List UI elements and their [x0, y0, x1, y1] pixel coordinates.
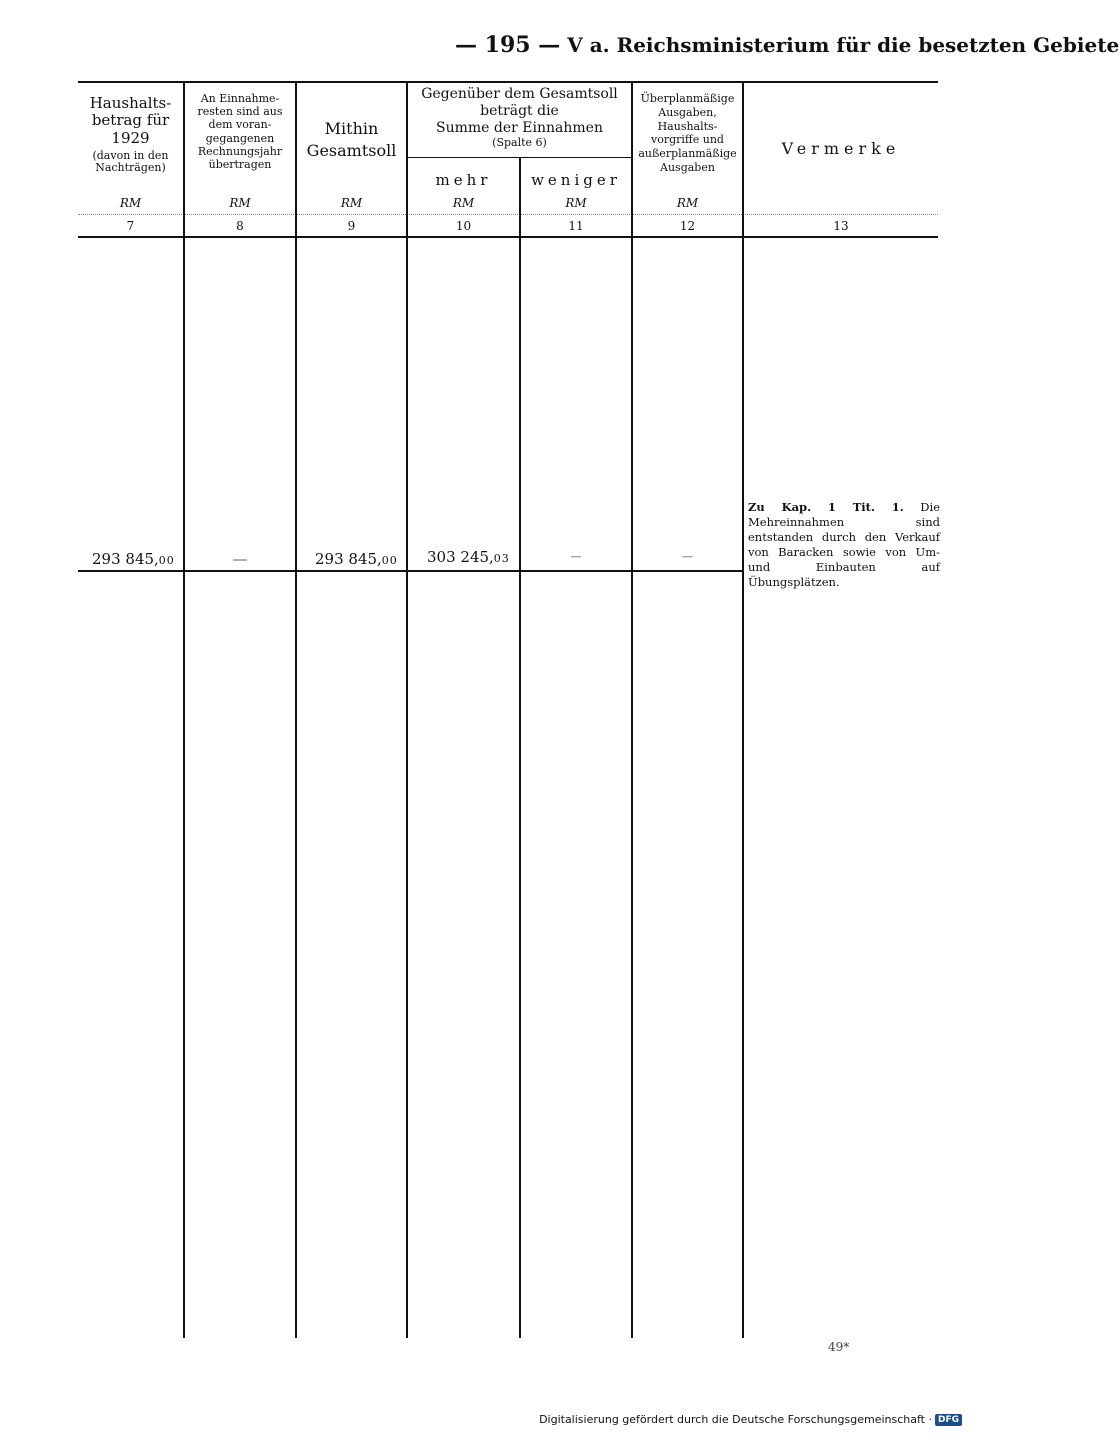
- amount-main: 293 845,: [315, 550, 382, 568]
- running-head: [455, 32, 1119, 62]
- col8-header-line: übertragen: [208, 157, 272, 171]
- unit-col10: RM: [452, 196, 475, 210]
- group-header-line: beträgt die: [480, 102, 559, 119]
- col7-header-line: Haushalts-: [89, 94, 172, 112]
- col12-header-line: Haushalts-: [657, 119, 718, 133]
- col7-subheader-line: Nachträgen): [95, 161, 166, 175]
- cell-col8-dash: —: [232, 550, 248, 568]
- col7-subheader-line: (davon in den: [92, 148, 169, 162]
- amount-cents: 00: [381, 554, 398, 567]
- col12-header-line: Überplanmäßige: [640, 92, 735, 105]
- unit-divider: [78, 214, 938, 215]
- unit-col8: RM: [229, 196, 251, 210]
- cell-col9-amount: [315, 550, 398, 568]
- col9-header: [297, 118, 406, 161]
- colnum-11: 11: [568, 219, 584, 233]
- col8-header-line: dem voran-: [208, 118, 272, 132]
- cell-col7-amount: [92, 550, 175, 568]
- col-divider-12-13: [742, 82, 744, 1338]
- cell-col12-dash: —: [682, 550, 693, 563]
- col8-header-line: resten sind aus: [197, 105, 283, 119]
- group-header: [408, 86, 631, 150]
- digitization-footer: [539, 1413, 962, 1426]
- dfg-logo: DFG: [935, 1414, 962, 1426]
- colnum-13: 13: [833, 219, 849, 233]
- remark-ref: Zu Kap. 1 Tit. 1.: [748, 500, 904, 514]
- col-divider-10-11: [519, 158, 521, 1338]
- row-total-rule: [78, 570, 742, 572]
- table-top-rule: [78, 81, 938, 83]
- col13-header-line: Vermerke: [781, 139, 901, 158]
- unit-col12: RM: [676, 196, 699, 210]
- col10-header: [408, 172, 519, 189]
- col12-header-line: Ausgaben: [660, 160, 715, 174]
- col13-header: [744, 140, 938, 158]
- col9-header-line: Gesamtsoll: [306, 140, 397, 160]
- col9-header-line: Mithin: [324, 119, 379, 138]
- remark-text: Die Mehreinnahmen sind entstanden durch den Verkauf von Baracken sowie von Um- und Einbauten auf Übungsplätzen.: [748, 500, 941, 589]
- amount-cents: 03: [493, 552, 510, 565]
- sheet-mark: 49*: [828, 1340, 850, 1354]
- col11-header: [521, 172, 631, 189]
- col-divider-8-9: [295, 82, 297, 1338]
- remark-note: [748, 500, 940, 590]
- col11-header-line: weniger: [531, 171, 621, 189]
- col10-header-line: mehr: [435, 171, 492, 189]
- col8-header-line: An Einnahme-: [200, 92, 280, 105]
- colnum-9: 9: [347, 219, 356, 233]
- group-header-line: (Spalte 6): [492, 136, 547, 150]
- group-header-line: Summe der Einnahmen: [436, 119, 603, 136]
- col7-header-line: 1929: [111, 128, 150, 147]
- colnum-8: 8: [236, 219, 244, 233]
- group-header-line: Gegenüber dem Gesamtsoll: [421, 86, 618, 102]
- col12-header: [633, 92, 742, 175]
- col8-header-line: Rechnungsjahr: [197, 144, 283, 158]
- colnum-10: 10: [455, 219, 472, 233]
- cell-col11-dash: —: [570, 550, 582, 563]
- unit-col11: RM: [565, 196, 587, 210]
- col8-header-line: gegangenen: [205, 131, 275, 145]
- cell-col10-amount: [427, 548, 510, 566]
- col-divider-11-12: [631, 82, 633, 1338]
- amount-main: 303 245,: [427, 548, 494, 566]
- col-divider-7-8: [183, 82, 185, 1338]
- col-divider-9-10: [406, 82, 408, 1338]
- footer-text: Digitalisierung gefördert durch die Deutsche Forschungsgemeinschaft ·: [539, 1413, 932, 1426]
- col7-header-line: betrag für: [91, 111, 170, 130]
- colnum-7: 7: [126, 219, 135, 233]
- col12-header-line: Ausgaben,: [658, 105, 717, 119]
- header-bottom-rule: [78, 236, 938, 238]
- amount-cents: 00: [158, 554, 175, 567]
- col7-header: [78, 95, 183, 175]
- section-title: V a. Reichsministerium für die besetzten Gebiete: [567, 33, 1119, 57]
- unit-col9: RM: [340, 196, 363, 210]
- col12-header-line: vorgriffe und: [651, 133, 724, 147]
- col8-header: [185, 92, 295, 171]
- amount-main: 293 845,: [92, 550, 159, 568]
- unit-col7: RM: [119, 196, 142, 210]
- page-number: — 195 —: [455, 32, 561, 58]
- colnum-12: 12: [679, 219, 696, 233]
- col12-header-line: außerplanmäßige: [638, 147, 737, 160]
